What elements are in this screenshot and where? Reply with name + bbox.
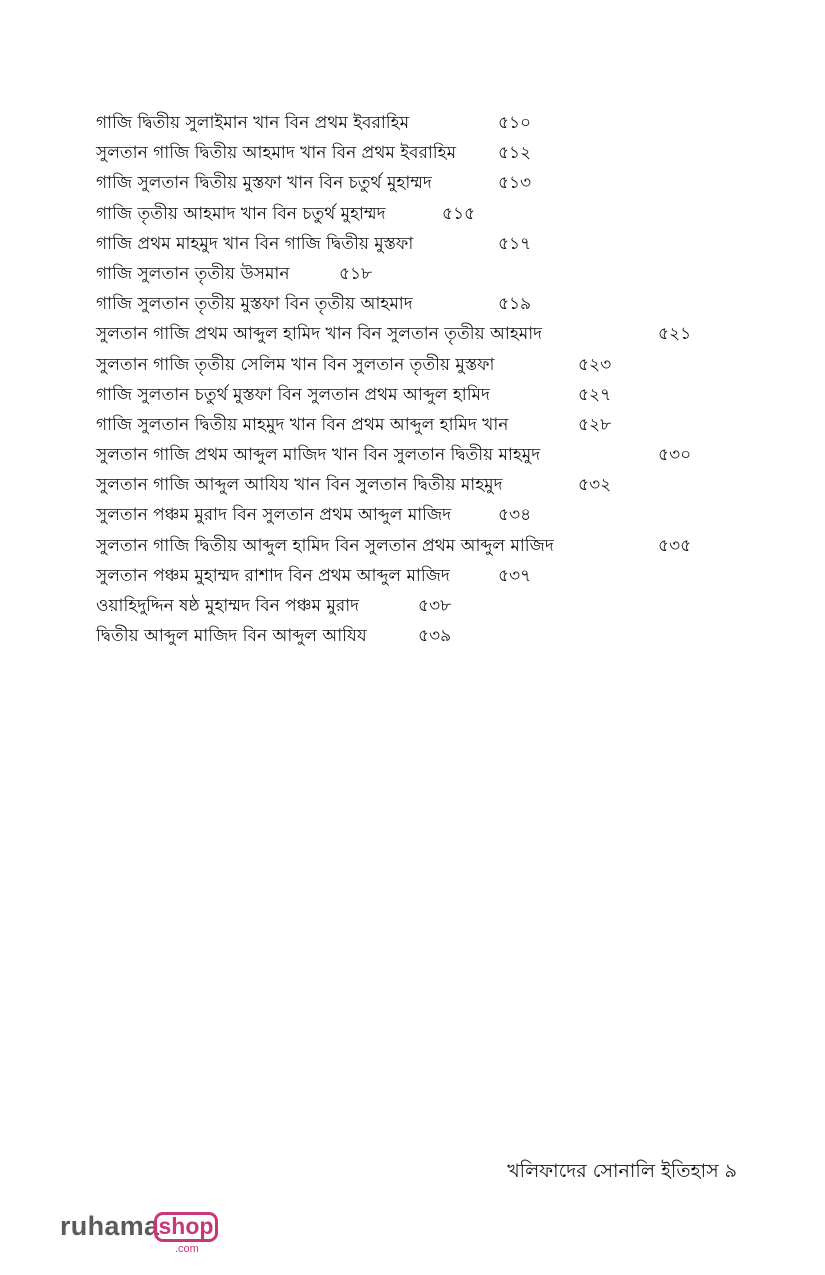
toc-entry bbox=[96, 138, 736, 168]
toc-entry bbox=[96, 380, 736, 410]
toc-entry-page: ৫১০ bbox=[498, 113, 532, 133]
toc-entry bbox=[96, 440, 736, 470]
table-of-contents bbox=[96, 108, 736, 651]
running-footer-title: খলিফাদের সোনালি ইতিহাস ৯ bbox=[507, 1160, 737, 1182]
toc-entry bbox=[96, 259, 736, 289]
toc-entry-title: সুলতান গাজি দ্বিতীয় আহমাদ খান বিন প্রথম ইবরাহিম bbox=[96, 143, 457, 164]
toc-entry-title: গাজি সুলতান দ্বিতীয় মুস্তফা খান বিন চতুর্থ মুহাম্মদ bbox=[96, 173, 432, 194]
toc-entry-page: ৫৩৯ bbox=[418, 626, 452, 647]
toc-entry-page: ৫১২ bbox=[498, 143, 532, 164]
toc-entry-title: সুলতান গাজি দ্বিতীয় আব্দুল হামিদ বিন সুলতান প্রথম আব্দুল মাজিদ bbox=[96, 535, 554, 556]
toc-entry-title: গাজি সুলতান চতুর্থ মুস্তফা বিন সুলতান প্রথম আব্দুল হামিদ bbox=[96, 384, 490, 405]
toc-entry bbox=[96, 108, 736, 138]
toc-entry bbox=[96, 500, 736, 530]
toc-entry-page: ৫১৭ bbox=[498, 233, 532, 254]
toc-entry bbox=[96, 561, 736, 591]
toc-entry bbox=[96, 410, 736, 440]
logo-wordmark-ruhama: ruhama bbox=[60, 1211, 160, 1241]
toc-entry bbox=[96, 168, 736, 198]
toc-entry-page: ৫১৮ bbox=[339, 263, 373, 284]
toc-entry-page: ৫৩০ bbox=[658, 445, 692, 466]
toc-entry-title: সুলতান গাজি আব্দুল আযিয খান বিন সুলতান দ্বিতীয় মাহমুদ bbox=[96, 475, 503, 496]
toc-entry-title: সুলতান পঞ্চম মুহাম্মদ রাশাদ বিন প্রথম আব্দুল মাজিদ bbox=[96, 565, 450, 586]
toc-entry-page: ৫৩৭ bbox=[498, 565, 532, 586]
toc-entry-title: গাজি সুলতান তৃতীয় মুস্তফা বিন তৃতীয় আহমাদ bbox=[96, 294, 413, 315]
toc-entry bbox=[96, 199, 736, 229]
toc-entry bbox=[96, 319, 736, 349]
toc-entry-title: গাজি দ্বিতীয় সুলাইমান খান বিন প্রথম ইবরাহিম bbox=[96, 113, 410, 133]
toc-entry-title: গাজি সুলতান তৃতীয় উসমান bbox=[96, 263, 290, 284]
toc-entry-page: ৫২৩ bbox=[578, 354, 612, 375]
toc-entry-page: ৫৩৪ bbox=[498, 505, 532, 526]
logo-wordmark-shop: shop bbox=[154, 1212, 218, 1242]
toc-entry-title: সুলতান পঞ্চম মুরাদ বিন সুলতান প্রথম আব্দুল মাজিদ bbox=[96, 505, 452, 526]
toc-entry-page: ৫১৩ bbox=[498, 173, 532, 194]
toc-entry-title: সুলতান গাজি প্রথম আব্দুল হামিদ খান বিন সুলতান তৃতীয় আহমাদ bbox=[96, 324, 543, 345]
toc-entry-page: ৫৩২ bbox=[578, 475, 612, 496]
toc-entry bbox=[96, 350, 736, 380]
toc-entry-page: ৫২১ bbox=[658, 324, 692, 345]
toc-entry-title: সুলতান গাজি তৃতীয় সেলিম খান বিন সুলতান তৃতীয় মুস্তফা bbox=[96, 354, 495, 375]
toc-entry bbox=[96, 470, 736, 500]
toc-entry bbox=[96, 289, 736, 319]
toc-entry-title: গাজি তৃতীয় আহমাদ খান বিন চতুর্থ মুহাম্মদ bbox=[96, 203, 386, 224]
toc-entry-page: ৫২৮ bbox=[578, 414, 612, 435]
toc-entry-title: গাজি সুলতান দ্বিতীয় মাহমুদ খান বিন প্রথম আব্দুল হামিদ খান bbox=[96, 414, 509, 435]
toc-entry bbox=[96, 531, 736, 561]
toc-entry bbox=[96, 229, 736, 259]
toc-entry bbox=[96, 591, 736, 621]
toc-entry-title: ওয়াহিদুদ্দিন ষষ্ঠ মুহাম্মদ বিন পঞ্চম মুরাদ bbox=[96, 596, 360, 616]
toc-entry-title: দ্বিতীয় আব্দুল মাজিদ বিন আব্দুল আযিয bbox=[96, 626, 367, 647]
logo-wordmark-domain: .com bbox=[175, 1243, 199, 1255]
ruhamashop-logo bbox=[60, 1208, 230, 1258]
toc-entry bbox=[96, 621, 736, 651]
toc-entry-page: ৫১৫ bbox=[442, 203, 476, 224]
toc-entry-page: ৫২৭ bbox=[578, 384, 612, 405]
toc-entry-title: সুলতান গাজি প্রথম আব্দুল মাজিদ খান বিন সুলতান দ্বিতীয় মাহমুদ bbox=[96, 445, 541, 466]
toc-entry-page: ৫১৯ bbox=[498, 294, 532, 315]
toc-entry-page: ৫৩৮ bbox=[418, 596, 452, 616]
toc-entry-page: ৫৩৫ bbox=[658, 535, 692, 556]
toc-entry-title: গাজি প্রথম মাহমুদ খান বিন গাজি দ্বিতীয় মুস্তফা bbox=[96, 233, 414, 254]
